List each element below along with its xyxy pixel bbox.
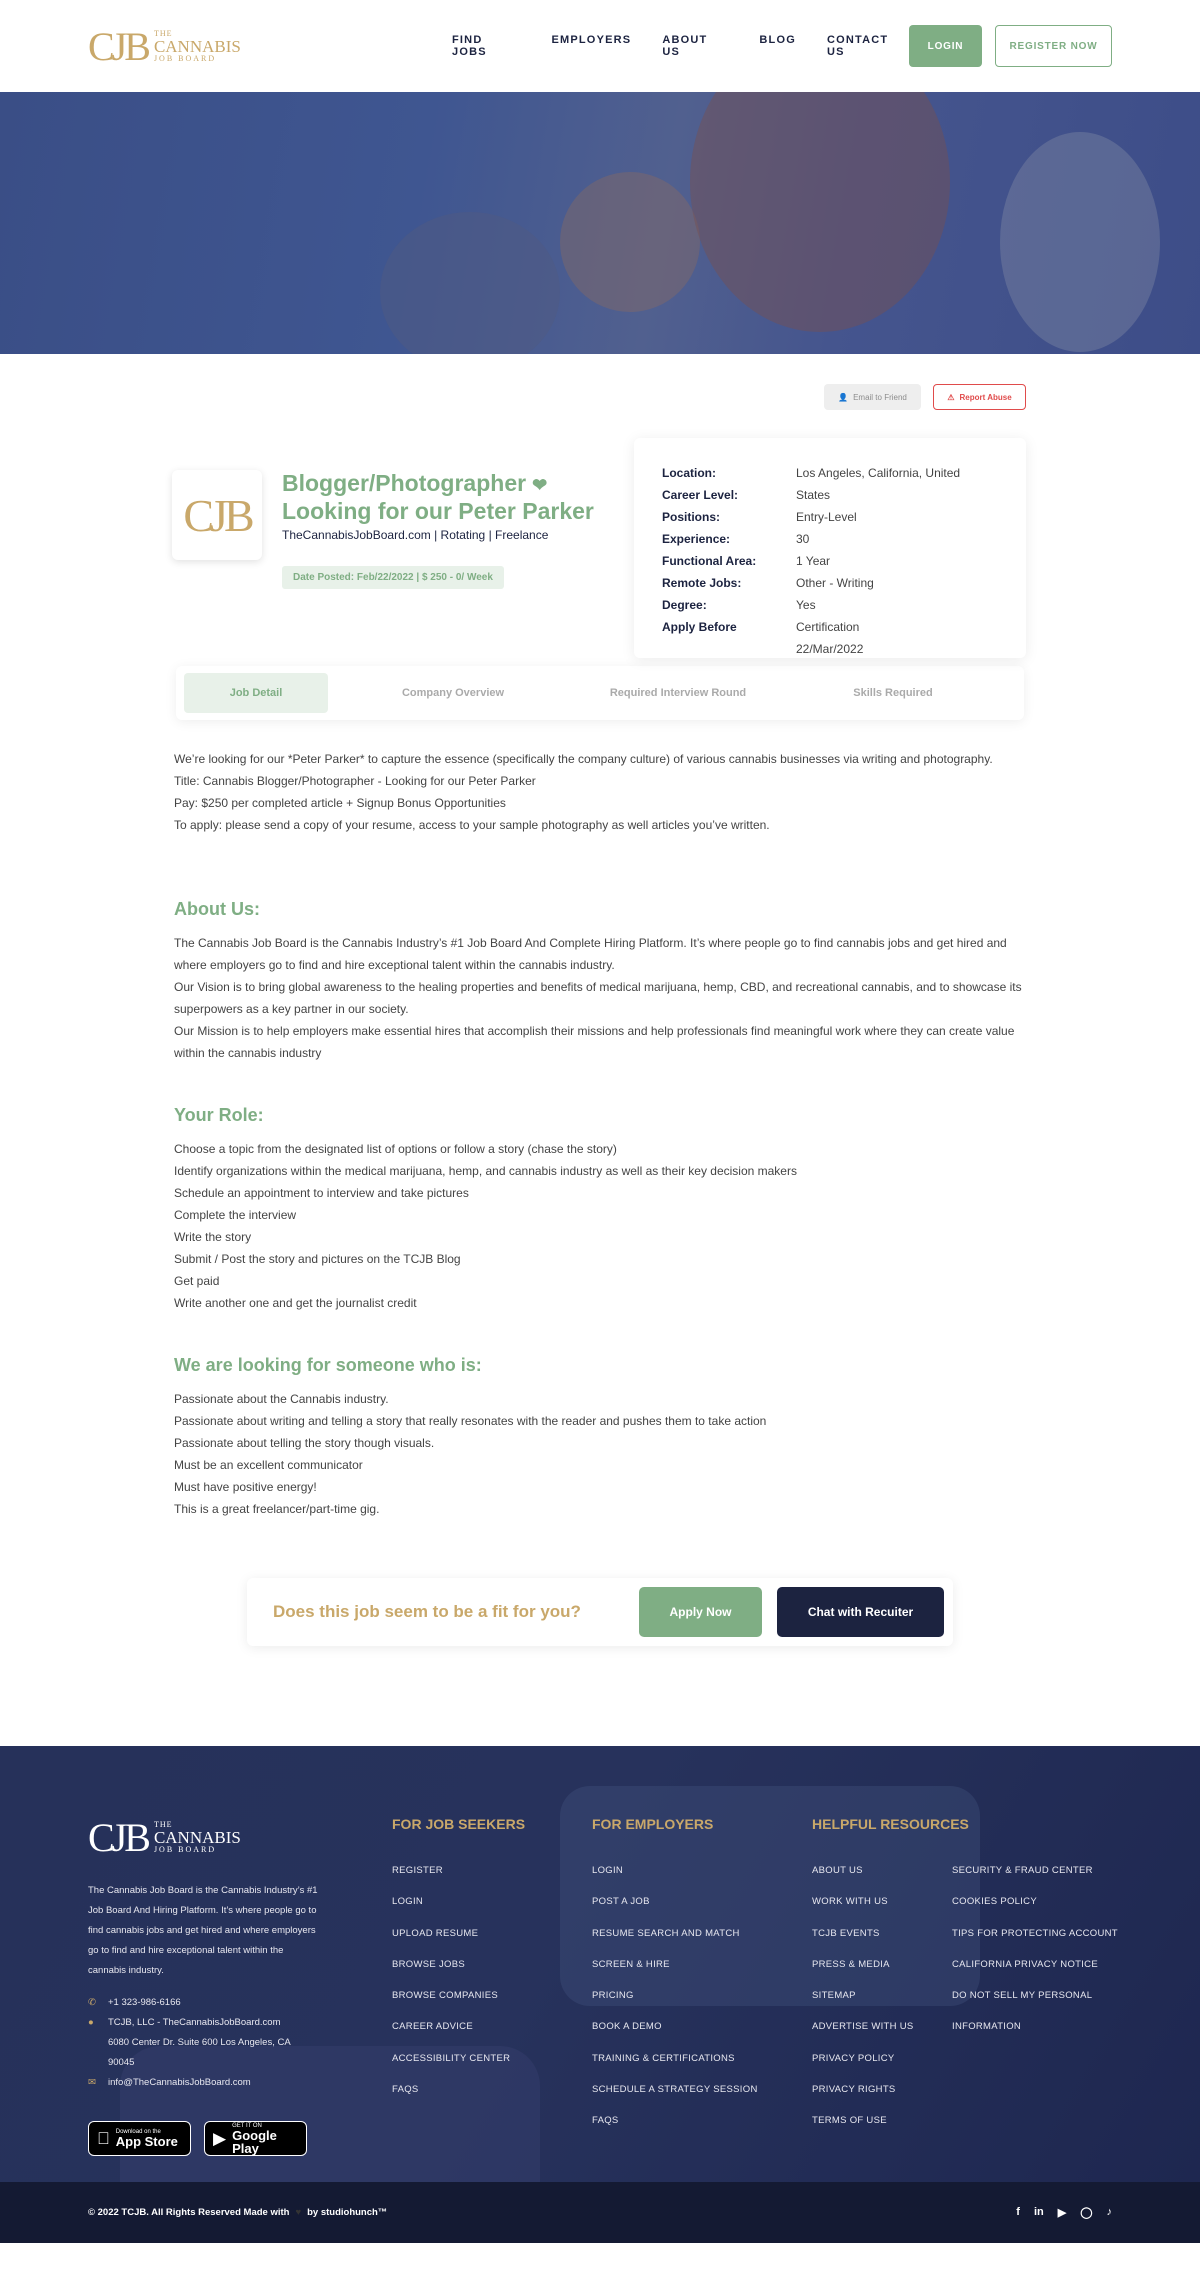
tab-required-interview-round[interactable]: Required Interview Round bbox=[609, 687, 747, 699]
footer-logo-line-2: CANNABIS bbox=[153, 1828, 241, 1847]
description-line: Submit / Post the story and pictures on the TCJB Blog bbox=[174, 1252, 461, 1266]
job-tabs bbox=[176, 666, 1024, 720]
resources-heading: HELPFUL RESOURCES bbox=[812, 1816, 969, 1832]
nav-about-us[interactable]: ABOUT US bbox=[662, 34, 708, 58]
job-title bbox=[282, 470, 622, 524]
footer-link[interactable]: PRICING bbox=[592, 1990, 634, 2002]
info-row bbox=[662, 616, 998, 638]
footer-description: The Cannabis Job Board is the Cannabis Industry’s #1 Job Board And Hiring Platform. It’s where people go to find cannabis jobs and get hired and where employers go to find and hire exceptional talent within the cannabis industry. bbox=[88, 1885, 318, 1976]
description-line: Choose a topic from the designated list of options or follow a story (chase the story) bbox=[174, 1142, 617, 1156]
warning-icon: ⚠ bbox=[947, 392, 955, 402]
info-value: 1 Year bbox=[796, 554, 831, 568]
info-row bbox=[662, 462, 998, 484]
description-line: Title: Cannabis Blogger/Photographer - Looking for our Peter Parker bbox=[174, 774, 536, 788]
report-abuse-label: Report Abuse bbox=[959, 392, 1012, 402]
footer-logo[interactable] bbox=[88, 1814, 241, 1861]
job-title-line-1: Blogger/Photographer bbox=[282, 470, 527, 496]
footer-link[interactable]: DO NOT SELL MY PERSONAL bbox=[952, 1990, 1093, 2002]
youtube-icon[interactable]: ▶ bbox=[1057, 2207, 1067, 2219]
job-company-meta: TheCannabisJobBoard.com | Rotating | Freelance bbox=[282, 528, 549, 542]
description-line: Schedule an appointment to interview and take pictures bbox=[174, 1186, 469, 1200]
description-line: Our Vision is to bring global awareness to the healing properties and benefits of medical marijuana, hemp, CBD, and recreational cannabis, and to showcase its superpowers as a key partner in our society. bbox=[174, 980, 1022, 1016]
phone-icon: ✆ bbox=[88, 1997, 96, 2008]
footer-link[interactable]: TERMS OF USE bbox=[812, 2115, 887, 2127]
main-nav bbox=[452, 34, 909, 58]
info-row bbox=[662, 572, 998, 594]
site-header bbox=[0, 0, 1200, 92]
location-pin-icon: ● bbox=[88, 2017, 94, 2028]
info-label: Location: bbox=[662, 466, 716, 480]
footer-logo-line-1: THE bbox=[153, 1820, 173, 1829]
footer-link[interactable]: SCHEDULE A STRATEGY SESSION bbox=[592, 2084, 758, 2096]
header-buttons bbox=[909, 25, 1112, 67]
site-logo[interactable] bbox=[88, 23, 241, 70]
description-line: Passionate about telling the story though visuals. bbox=[174, 1436, 435, 1450]
job-header bbox=[0, 410, 1200, 656]
info-value: Certification bbox=[796, 620, 860, 634]
fit-question: Does this job seem to be a fit for you? bbox=[273, 1602, 581, 1621]
logo-line-1: THE bbox=[153, 28, 173, 38]
nav-blog[interactable]: BLOG bbox=[759, 34, 796, 46]
info-value: 22/Mar/2022 bbox=[796, 642, 864, 656]
user-icon: 👤 bbox=[838, 392, 849, 402]
info-value: Entry-Level bbox=[796, 510, 857, 524]
apply-now-button[interactable]: Apply Now bbox=[639, 1587, 762, 1637]
logo-line-3: JOB BOARD bbox=[153, 53, 217, 63]
footer-link[interactable]: POST A JOB bbox=[592, 1896, 650, 1908]
chat-with-recruiter-button[interactable]: Chat with Recuiter bbox=[777, 1587, 944, 1637]
footer-link[interactable]: ACCESSIBILITY CENTER bbox=[392, 2052, 511, 2064]
heart-icon: ♥ bbox=[295, 2207, 302, 2218]
info-value: States bbox=[796, 488, 831, 502]
info-value: Other - Writing bbox=[796, 576, 874, 590]
info-value: 30 bbox=[796, 532, 810, 546]
app-store-badges bbox=[88, 2121, 318, 2156]
facebook-icon[interactable]: f bbox=[1016, 2206, 1020, 2218]
footer-address-1: TCJB, LLC - TheCannabisJobBoard.com bbox=[108, 2017, 281, 2028]
nav-contact-us[interactable]: CONTACT US bbox=[826, 34, 889, 58]
info-label: Career Level: bbox=[662, 488, 739, 502]
footer-brand bbox=[88, 1814, 318, 2156]
job-info-card bbox=[634, 438, 1026, 658]
heart-icon[interactable]: ❤ bbox=[532, 475, 548, 495]
info-row bbox=[662, 506, 998, 528]
footer-link[interactable]: BROWSE COMPANIES bbox=[392, 1990, 498, 2002]
description-line: Must have positive energy! bbox=[174, 1480, 317, 1494]
description-line: Passionate about the Cannabis industry. bbox=[174, 1392, 389, 1406]
footer-link[interactable]: FAQS bbox=[392, 2084, 419, 2096]
tab-job-detail[interactable]: Job Detail bbox=[184, 673, 328, 713]
description-line: To apply: please send a copy of your resume, access to your sample photography as well articles you’ve written. bbox=[174, 818, 770, 832]
footer-link[interactable]: BROWSE JOBS bbox=[392, 1958, 465, 1970]
info-row bbox=[662, 594, 998, 616]
footer-link[interactable]: PRESS & MEDIA bbox=[812, 1958, 890, 1970]
looking-heading: We are looking for someone who is: bbox=[174, 1355, 482, 1375]
footer-col-employers bbox=[592, 1816, 758, 2137]
footer-logo-wordmark bbox=[154, 1821, 241, 1854]
apple-icon bbox=[97, 2129, 110, 2149]
footer-link[interactable]: CALIFORNIA PRIVACY NOTICE bbox=[952, 1958, 1098, 1970]
hero-banner-image bbox=[0, 92, 1200, 354]
footer-link[interactable]: INFORMATION bbox=[952, 2021, 1022, 2033]
company-logo-mark: CJB bbox=[183, 489, 251, 541]
company-logo bbox=[172, 470, 262, 560]
footer-phone[interactable]: +1 323-986-6166 bbox=[108, 1997, 181, 2008]
tiktok-icon[interactable]: ♪ bbox=[1106, 2206, 1112, 2218]
footer-link[interactable]: WORK WITH US bbox=[812, 1896, 888, 1908]
info-row bbox=[662, 638, 998, 660]
footer-link[interactable]: SECURITY & FRAUD CENTER bbox=[952, 1865, 1093, 1876]
footer-link[interactable]: ABOUT US bbox=[812, 1865, 863, 1876]
description-line: Write the story bbox=[174, 1230, 252, 1244]
info-label: Experience: bbox=[662, 532, 731, 546]
linkedin-icon[interactable]: in bbox=[1033, 2206, 1044, 2218]
footer-link[interactable]: ADVERTISE WITH US bbox=[812, 2021, 914, 2033]
email-to-friend-button[interactable] bbox=[824, 384, 921, 410]
about-section bbox=[174, 894, 1026, 1064]
tab-skills-required[interactable]: Skills Required bbox=[853, 687, 933, 699]
about-heading: About Us: bbox=[174, 899, 260, 919]
footer-link[interactable]: TRAINING & CERTIFICATIONS bbox=[592, 2052, 735, 2064]
info-row bbox=[662, 550, 998, 572]
footer-link[interactable]: UPLOAD RESUME bbox=[392, 1927, 479, 1939]
footer-link[interactable]: COOKIES POLICY bbox=[952, 1896, 1037, 1908]
footer-link[interactable]: SCREEN & HIRE bbox=[592, 1958, 670, 1970]
footer-link[interactable]: PRIVACY RIGHTS bbox=[812, 2084, 896, 2096]
footer-address-2: 6080 Center Dr. Suite 600 Los Angeles, CA 90045 bbox=[107, 2037, 291, 2068]
description-line: We’re looking for our *Peter Parker* to capture the essence (specifically the company culture) of various cannabis businesses via writing and photography. bbox=[174, 752, 993, 766]
nav-find-jobs[interactable]: FIND JOBS bbox=[452, 34, 487, 58]
footer-link[interactable]: SITEMAP bbox=[812, 1990, 856, 2002]
job-title-line-2: Looking for our Peter Parker bbox=[282, 498, 594, 524]
google-play-badge[interactable] bbox=[204, 2121, 307, 2156]
job-seekers-heading: FOR JOB SEEKERS bbox=[392, 1816, 526, 1832]
description-line: This is a great freelancer/part-time gig. bbox=[174, 1502, 380, 1516]
description-line: Our Mission is to help employers make essential hires that accomplish their missions and help professionals find meaningful work where they can create value within the cannabis industry bbox=[174, 1024, 1015, 1060]
footer-col-resources bbox=[812, 1816, 969, 2137]
job-actions bbox=[0, 354, 1200, 410]
footer-link[interactable]: CAREER ADVICE bbox=[392, 2021, 473, 2033]
logo-line-2: CANNABIS bbox=[153, 36, 241, 56]
description-line: Pay: $250 per completed article + Signup Bonus Opportunities bbox=[174, 796, 506, 810]
description-line: Get paid bbox=[174, 1274, 220, 1288]
logo-mark: CJB bbox=[88, 23, 148, 69]
footer-link[interactable]: FAQS bbox=[592, 2115, 619, 2127]
mail-icon: ✉ bbox=[88, 2077, 96, 2088]
description-line: The Cannabis Job Board is the Cannabis Industry’s #1 Job Board And Complete Hiring Platform. It’s where people go to find cannabis jobs and get hired and where employers go to find and hire exceptional talent within the cannabis industry. bbox=[174, 936, 1007, 972]
google-play-big: Google Play bbox=[232, 2127, 277, 2156]
report-abuse-button[interactable] bbox=[933, 384, 1026, 410]
info-label bbox=[662, 638, 796, 660]
tab-company-overview[interactable]: Company Overview bbox=[401, 687, 505, 699]
app-store-badge[interactable] bbox=[88, 2121, 191, 2156]
copyright: © 2022 TCJB. All Rights Reserved Made with bbox=[88, 2207, 290, 2218]
footer-link[interactable]: TCJB EVENTS bbox=[812, 1927, 880, 1939]
role-section bbox=[174, 1100, 1026, 1314]
info-label: Apply Before bbox=[662, 620, 737, 634]
footer-link[interactable]: RESUME SEARCH AND MATCH bbox=[592, 1927, 740, 1939]
logo-wordmark bbox=[154, 30, 241, 63]
login-button[interactable]: LOGIN bbox=[909, 25, 982, 67]
description-line: Passionate about writing and telling a story that really resonates with the reader and pushes them to take action bbox=[174, 1414, 767, 1428]
app-store-small: Download on the bbox=[103, 2129, 149, 2135]
footer-link[interactable]: BOOK A DEMO bbox=[592, 2021, 662, 2033]
register-button[interactable]: REGISTER NOW bbox=[995, 25, 1112, 67]
info-row bbox=[662, 528, 998, 550]
info-label: Positions: bbox=[662, 510, 721, 524]
footer-link[interactable]: PRIVACY POLICY bbox=[812, 2052, 895, 2064]
info-row bbox=[662, 484, 998, 506]
role-heading: Your Role: bbox=[174, 1105, 264, 1125]
description-line: Identify organizations within the medical marijuana, hemp, and cannabis industry as well as their key decision makers bbox=[174, 1164, 797, 1178]
instagram-icon[interactable]: ◯ bbox=[1080, 2207, 1093, 2219]
footer-col-job-seekers bbox=[392, 1816, 525, 2105]
info-label: Functional Area: bbox=[662, 554, 757, 568]
description-line: Complete the interview bbox=[174, 1208, 297, 1222]
made-by: by studiohunch™ bbox=[307, 2207, 388, 2218]
description-line: Must be an excellent communicator bbox=[174, 1458, 363, 1472]
app-store-big: App Store bbox=[103, 2134, 166, 2149]
footer-bottom-bar bbox=[0, 2182, 1200, 2243]
looking-section bbox=[174, 1350, 1026, 1520]
footer-link[interactable]: LOGIN bbox=[392, 1896, 424, 1908]
description-line: Write another one and get the journalist credit bbox=[174, 1296, 417, 1310]
info-value: Yes bbox=[796, 598, 816, 612]
social-links bbox=[1016, 2206, 1112, 2219]
site-footer bbox=[0, 1746, 1200, 2182]
nav-employers[interactable]: EMPLOYERS bbox=[551, 34, 632, 46]
footer-logo-mark: CJB bbox=[88, 1815, 148, 1860]
footer-link[interactable]: TIPS FOR PROTECTING ACCOUNT bbox=[952, 1927, 1118, 1939]
info-label: Remote Jobs: bbox=[662, 576, 742, 590]
employers-heading: FOR EMPLOYERS bbox=[592, 1816, 714, 1832]
footer-logo-line-3: JOB BOARD bbox=[153, 1845, 217, 1854]
footer-email[interactable]: info@TheCannabisJobBoard.com bbox=[108, 2077, 251, 2088]
google-play-small: GET IT ON bbox=[232, 2122, 262, 2129]
footer-col-resources-2 bbox=[952, 1855, 1118, 2043]
fit-cta-bar bbox=[247, 1578, 953, 1646]
info-value: Los Angeles, California, United bbox=[796, 466, 961, 480]
email-to-friend-label: Email to Friend bbox=[853, 392, 907, 402]
footer-link[interactable]: REGISTER bbox=[392, 1865, 443, 1876]
info-label: Degree: bbox=[662, 598, 707, 612]
job-description bbox=[0, 748, 1200, 1520]
play-icon: ▶ bbox=[213, 2128, 227, 2148]
intro-section bbox=[174, 748, 1026, 836]
date-posted-badge: Date Posted: Feb/22/2022 | $ 250 - 0/ Week bbox=[282, 566, 504, 589]
footer-link[interactable]: LOGIN bbox=[592, 1865, 624, 1876]
footer-contact bbox=[88, 1993, 318, 2093]
